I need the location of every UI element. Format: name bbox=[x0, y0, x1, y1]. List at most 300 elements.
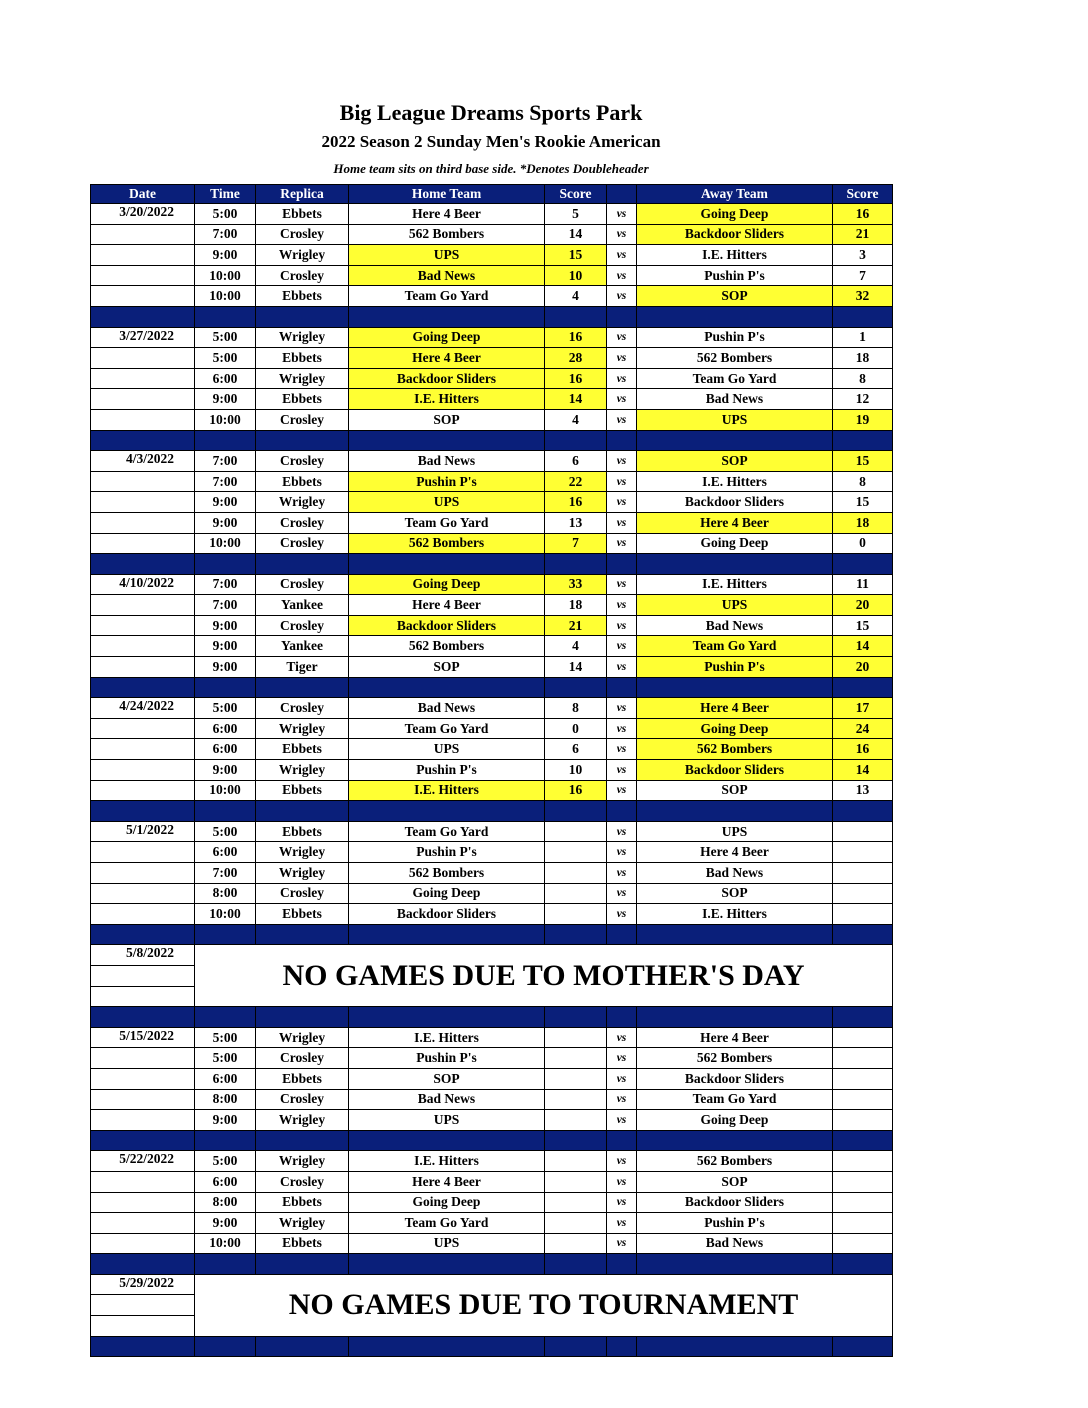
separator-cell bbox=[833, 554, 893, 575]
field-cell: Crosley bbox=[256, 512, 349, 533]
time-cell: 10:00 bbox=[195, 409, 256, 430]
away-score-cell bbox=[833, 863, 893, 884]
table-row bbox=[91, 204, 893, 225]
vs-cell: vs bbox=[607, 1089, 637, 1110]
separator-cell bbox=[256, 801, 349, 822]
home-team-cell: 562 Bombers bbox=[349, 636, 545, 657]
date-cell bbox=[91, 471, 195, 492]
away-team-cell: Pushin P's bbox=[637, 657, 833, 678]
table-row bbox=[91, 636, 893, 657]
away-score-cell: 11 bbox=[833, 574, 893, 595]
page-title: Big League Dreams Sports Park bbox=[339, 100, 643, 125]
separator-cell bbox=[349, 801, 545, 822]
field-cell: Crosley bbox=[256, 265, 349, 286]
away-score-cell bbox=[833, 1089, 893, 1110]
away-team-cell: SOP bbox=[637, 1171, 833, 1192]
time-cell: 9:00 bbox=[195, 657, 256, 678]
table-row bbox=[91, 512, 893, 533]
separator-cell bbox=[256, 1130, 349, 1151]
separator-cell bbox=[349, 1254, 545, 1275]
home-team-cell: I.E. Hitters bbox=[349, 780, 545, 801]
home-score-cell: 16 bbox=[545, 492, 607, 513]
away-score-cell bbox=[833, 821, 893, 842]
table-row bbox=[91, 739, 893, 760]
separator-cell bbox=[833, 801, 893, 822]
field-cell: Wrigley bbox=[256, 1213, 349, 1234]
home-score-cell: 14 bbox=[545, 657, 607, 678]
field-cell: Yankee bbox=[256, 595, 349, 616]
away-team-cell: Bad News bbox=[637, 1233, 833, 1254]
separator-cell bbox=[91, 677, 195, 698]
home-team-cell: 562 Bombers bbox=[349, 224, 545, 245]
vs-cell: vs bbox=[607, 760, 637, 781]
date-cell bbox=[91, 739, 195, 760]
date-cell bbox=[91, 657, 195, 678]
field-cell: Ebbets bbox=[256, 286, 349, 307]
week-separator-row bbox=[91, 430, 893, 451]
separator-cell bbox=[195, 924, 256, 945]
separator-cell bbox=[91, 554, 195, 575]
field-cell: Ebbets bbox=[256, 348, 349, 369]
separator-cell bbox=[195, 1254, 256, 1275]
vs-cell: vs bbox=[607, 1068, 637, 1089]
separator-cell bbox=[91, 1130, 195, 1151]
home-team-cell: Going Deep bbox=[349, 883, 545, 904]
time-cell: 7:00 bbox=[195, 451, 256, 472]
away-score-cell: 1 bbox=[833, 327, 893, 348]
separator-cell bbox=[637, 1254, 833, 1275]
vs-cell: vs bbox=[607, 657, 637, 678]
away-score-cell: 17 bbox=[833, 698, 893, 719]
separator-cell bbox=[545, 1007, 607, 1028]
table-row bbox=[91, 821, 893, 842]
away-team-cell: 562 Bombers bbox=[637, 1048, 833, 1069]
away-score-cell: 18 bbox=[833, 348, 893, 369]
home-score-cell: 14 bbox=[545, 224, 607, 245]
week-separator-row bbox=[91, 306, 893, 327]
separator-cell bbox=[195, 306, 256, 327]
vs-cell: vs bbox=[607, 368, 637, 389]
home-team-cell: Here 4 Beer bbox=[349, 1171, 545, 1192]
home-score-cell: 33 bbox=[545, 574, 607, 595]
table-row bbox=[91, 533, 893, 554]
table-row bbox=[91, 492, 893, 513]
time-cell: 8:00 bbox=[195, 1192, 256, 1213]
away-score-cell: 8 bbox=[833, 471, 893, 492]
home-team-cell: Here 4 Beer bbox=[349, 204, 545, 225]
date-cell bbox=[91, 595, 195, 616]
time-cell: 5:00 bbox=[195, 327, 256, 348]
separator-cell bbox=[833, 1130, 893, 1151]
away-team-cell: Going Deep bbox=[637, 533, 833, 554]
week-separator-row bbox=[91, 801, 893, 822]
home-score-cell bbox=[545, 904, 607, 925]
page-subtitle: 2022 Season 2 Sunday Men's Rookie American bbox=[321, 132, 661, 151]
home-score-cell: 16 bbox=[545, 780, 607, 801]
away-team-cell: Going Deep bbox=[637, 718, 833, 739]
date-cell: 5/1/2022 bbox=[91, 821, 195, 842]
away-team-cell: Pushin P's bbox=[637, 327, 833, 348]
separator-cell bbox=[607, 554, 637, 575]
home-score-cell bbox=[545, 821, 607, 842]
home-team-cell: SOP bbox=[349, 1068, 545, 1089]
vs-cell: vs bbox=[607, 883, 637, 904]
date-cell bbox=[91, 1068, 195, 1089]
separator-cell bbox=[349, 924, 545, 945]
home-score-cell: 4 bbox=[545, 636, 607, 657]
away-score-cell bbox=[833, 883, 893, 904]
separator-cell bbox=[256, 1336, 349, 1357]
week-separator-row bbox=[91, 1130, 893, 1151]
table-row bbox=[91, 451, 893, 472]
time-cell: 10:00 bbox=[195, 533, 256, 554]
banner-row bbox=[91, 1274, 893, 1295]
time-cell: 6:00 bbox=[195, 368, 256, 389]
table-row bbox=[91, 904, 893, 925]
field-cell: Crosley bbox=[256, 615, 349, 636]
away-team-cell: Team Go Yard bbox=[637, 1089, 833, 1110]
separator-cell bbox=[195, 1007, 256, 1028]
no-games-banner: NO GAMES DUE TO MOTHER'S DAY bbox=[195, 945, 893, 1007]
field-cell: Ebbets bbox=[256, 821, 349, 842]
field-cell: Crosley bbox=[256, 409, 349, 430]
away-score-cell bbox=[833, 1171, 893, 1192]
vs-cell: vs bbox=[607, 904, 637, 925]
table-row bbox=[91, 883, 893, 904]
vs-cell: vs bbox=[607, 1213, 637, 1234]
away-team-cell: I.E. Hitters bbox=[637, 245, 833, 266]
field-cell: Crosley bbox=[256, 698, 349, 719]
time-cell: 6:00 bbox=[195, 1068, 256, 1089]
away-team-cell: 562 Bombers bbox=[637, 739, 833, 760]
away-score-cell: 15 bbox=[833, 492, 893, 513]
field-cell: Wrigley bbox=[256, 1110, 349, 1131]
home-team-cell: Here 4 Beer bbox=[349, 595, 545, 616]
away-score-cell: 19 bbox=[833, 409, 893, 430]
separator-cell bbox=[545, 1254, 607, 1275]
field-cell: Ebbets bbox=[256, 471, 349, 492]
separator-cell bbox=[91, 924, 195, 945]
separator-cell bbox=[833, 924, 893, 945]
away-score-cell: 14 bbox=[833, 636, 893, 657]
away-team-cell: 562 Bombers bbox=[637, 348, 833, 369]
separator-cell bbox=[833, 1336, 893, 1357]
vs-cell: vs bbox=[607, 739, 637, 760]
time-cell: 6:00 bbox=[195, 739, 256, 760]
table-row bbox=[91, 760, 893, 781]
field-cell: Wrigley bbox=[256, 718, 349, 739]
time-cell: 6:00 bbox=[195, 842, 256, 863]
table-row bbox=[91, 245, 893, 266]
home-score-cell: 4 bbox=[545, 409, 607, 430]
home-team-cell: Team Go Yard bbox=[349, 512, 545, 533]
separator-cell bbox=[349, 1336, 545, 1357]
away-team-cell: SOP bbox=[637, 286, 833, 307]
away-score-cell: 7 bbox=[833, 265, 893, 286]
field-cell: Ebbets bbox=[256, 1068, 349, 1089]
vs-cell: vs bbox=[607, 636, 637, 657]
vs-cell: vs bbox=[607, 327, 637, 348]
home-team-cell: Team Go Yard bbox=[349, 718, 545, 739]
separator-cell bbox=[349, 1007, 545, 1028]
separator-cell bbox=[195, 554, 256, 575]
home-score-cell bbox=[545, 1233, 607, 1254]
home-team-cell: 562 Bombers bbox=[349, 863, 545, 884]
separator-cell bbox=[637, 430, 833, 451]
time-cell: 10:00 bbox=[195, 1233, 256, 1254]
away-team-cell: Backdoor Sliders bbox=[637, 1192, 833, 1213]
date-cell bbox=[91, 368, 195, 389]
date-cell: 5/29/2022 bbox=[91, 1274, 195, 1295]
date-cell: 5/15/2022 bbox=[91, 1027, 195, 1048]
home-score-cell bbox=[545, 883, 607, 904]
date-cell bbox=[91, 863, 195, 884]
table-row bbox=[91, 863, 893, 884]
separator-cell bbox=[545, 677, 607, 698]
vs-cell: vs bbox=[607, 451, 637, 472]
field-cell: Wrigley bbox=[256, 760, 349, 781]
time-cell: 5:00 bbox=[195, 698, 256, 719]
separator-cell bbox=[637, 924, 833, 945]
date-cell bbox=[91, 986, 195, 1007]
separator-cell bbox=[607, 677, 637, 698]
date-cell bbox=[91, 533, 195, 554]
date-cell bbox=[91, 1110, 195, 1131]
table-row bbox=[91, 1233, 893, 1254]
separator-cell bbox=[195, 430, 256, 451]
away-team-cell: I.E. Hitters bbox=[637, 904, 833, 925]
vs-cell: vs bbox=[607, 1048, 637, 1069]
vs-cell: vs bbox=[607, 245, 637, 266]
home-team-cell: Pushin P's bbox=[349, 471, 545, 492]
time-cell: 7:00 bbox=[195, 574, 256, 595]
vs-cell: vs bbox=[607, 821, 637, 842]
home-score-cell: 0 bbox=[545, 718, 607, 739]
table-row bbox=[91, 265, 893, 286]
home-score-cell: 21 bbox=[545, 615, 607, 636]
separator-cell bbox=[637, 1007, 833, 1028]
home-team-cell: Team Go Yard bbox=[349, 1213, 545, 1234]
home-score-cell bbox=[545, 1048, 607, 1069]
vs-cell: vs bbox=[607, 224, 637, 245]
away-score-cell bbox=[833, 1068, 893, 1089]
separator-cell bbox=[349, 1130, 545, 1151]
field-cell: Wrigley bbox=[256, 863, 349, 884]
separator-cell bbox=[349, 677, 545, 698]
no-games-banner: NO GAMES DUE TO TOURNAMENT bbox=[195, 1274, 893, 1336]
date-cell bbox=[91, 718, 195, 739]
away-score-cell: 24 bbox=[833, 718, 893, 739]
away-score-cell: 12 bbox=[833, 389, 893, 410]
field-cell: Crosley bbox=[256, 224, 349, 245]
table-row bbox=[91, 842, 893, 863]
away-team-cell: Pushin P's bbox=[637, 265, 833, 286]
separator-cell bbox=[91, 1336, 195, 1357]
time-cell: 8:00 bbox=[195, 1089, 256, 1110]
time-cell: 9:00 bbox=[195, 615, 256, 636]
away-score-cell: 14 bbox=[833, 760, 893, 781]
away-score-cell: 15 bbox=[833, 451, 893, 472]
field-cell: Crosley bbox=[256, 533, 349, 554]
away-team-cell: Bad News bbox=[637, 863, 833, 884]
field-cell: Wrigley bbox=[256, 1027, 349, 1048]
separator-cell bbox=[607, 801, 637, 822]
time-cell: 5:00 bbox=[195, 1048, 256, 1069]
away-team-cell: 562 Bombers bbox=[637, 1151, 833, 1172]
away-score-cell bbox=[833, 1110, 893, 1131]
field-cell: Crosley bbox=[256, 1089, 349, 1110]
home-score-cell bbox=[545, 842, 607, 863]
away-team-cell: Going Deep bbox=[637, 1110, 833, 1131]
date-cell bbox=[91, 780, 195, 801]
home-score-cell bbox=[545, 1192, 607, 1213]
away-team-cell: I.E. Hitters bbox=[637, 471, 833, 492]
time-cell: 5:00 bbox=[195, 821, 256, 842]
vs-cell: vs bbox=[607, 1192, 637, 1213]
time-cell: 9:00 bbox=[195, 1110, 256, 1131]
week-separator-row bbox=[91, 1254, 893, 1275]
separator-cell bbox=[637, 801, 833, 822]
vs-cell: vs bbox=[607, 204, 637, 225]
field-cell: Ebbets bbox=[256, 389, 349, 410]
separator-cell bbox=[833, 677, 893, 698]
date-cell bbox=[91, 1295, 195, 1316]
separator-cell bbox=[91, 1007, 195, 1028]
separator-cell bbox=[256, 677, 349, 698]
date-cell bbox=[91, 1213, 195, 1234]
vs-cell: vs bbox=[607, 492, 637, 513]
separator-cell bbox=[833, 306, 893, 327]
away-team-cell: Backdoor Sliders bbox=[637, 224, 833, 245]
separator-cell bbox=[637, 1336, 833, 1357]
time-cell: 9:00 bbox=[195, 636, 256, 657]
home-score-cell: 8 bbox=[545, 698, 607, 719]
time-cell: 10:00 bbox=[195, 265, 256, 286]
separator-cell bbox=[91, 306, 195, 327]
table-row bbox=[91, 595, 893, 616]
home-score-cell: 13 bbox=[545, 512, 607, 533]
field-cell: Ebbets bbox=[256, 1192, 349, 1213]
date-cell bbox=[91, 1171, 195, 1192]
table-row bbox=[91, 409, 893, 430]
time-cell: 9:00 bbox=[195, 492, 256, 513]
date-cell bbox=[91, 1316, 195, 1337]
col-time-header: Time bbox=[195, 185, 256, 204]
field-cell: Wrigley bbox=[256, 245, 349, 266]
away-team-cell: SOP bbox=[637, 883, 833, 904]
table-row bbox=[91, 389, 893, 410]
schedule-body bbox=[91, 204, 893, 1357]
away-team-cell: SOP bbox=[637, 780, 833, 801]
away-score-cell bbox=[833, 1048, 893, 1069]
time-cell: 7:00 bbox=[195, 595, 256, 616]
home-score-cell: 16 bbox=[545, 368, 607, 389]
table-header-row bbox=[91, 185, 893, 204]
table-row bbox=[91, 698, 893, 719]
home-team-cell: Going Deep bbox=[349, 1192, 545, 1213]
field-cell: Wrigley bbox=[256, 368, 349, 389]
away-score-cell: 0 bbox=[833, 533, 893, 554]
home-team-cell: I.E. Hitters bbox=[349, 389, 545, 410]
field-cell: Crosley bbox=[256, 451, 349, 472]
home-score-cell: 18 bbox=[545, 595, 607, 616]
away-team-cell: Here 4 Beer bbox=[637, 698, 833, 719]
home-score-cell bbox=[545, 1089, 607, 1110]
separator-cell bbox=[195, 1130, 256, 1151]
vs-cell: vs bbox=[607, 1027, 637, 1048]
away-score-cell: 3 bbox=[833, 245, 893, 266]
date-cell bbox=[91, 965, 195, 986]
table-row bbox=[91, 286, 893, 307]
separator-cell bbox=[91, 801, 195, 822]
time-cell: 7:00 bbox=[195, 224, 256, 245]
date-cell bbox=[91, 348, 195, 369]
week-separator-row bbox=[91, 1007, 893, 1028]
date-cell bbox=[91, 286, 195, 307]
separator-cell bbox=[349, 306, 545, 327]
home-team-cell: SOP bbox=[349, 409, 545, 430]
separator-cell bbox=[637, 306, 833, 327]
time-cell: 6:00 bbox=[195, 1171, 256, 1192]
vs-cell: vs bbox=[607, 698, 637, 719]
home-score-cell: 7 bbox=[545, 533, 607, 554]
away-score-cell: 20 bbox=[833, 657, 893, 678]
home-score-cell: 16 bbox=[545, 327, 607, 348]
col-replica-header: Replica bbox=[256, 185, 349, 204]
away-score-cell: 16 bbox=[833, 204, 893, 225]
separator-cell bbox=[607, 1007, 637, 1028]
date-cell bbox=[91, 224, 195, 245]
vs-cell: vs bbox=[607, 863, 637, 884]
home-team-cell: Here 4 Beer bbox=[349, 348, 545, 369]
date-cell bbox=[91, 1048, 195, 1069]
week-separator-row bbox=[91, 924, 893, 945]
time-cell: 7:00 bbox=[195, 471, 256, 492]
separator-cell bbox=[607, 430, 637, 451]
table-row bbox=[91, 1110, 893, 1131]
home-score-cell bbox=[545, 1027, 607, 1048]
vs-cell: vs bbox=[607, 389, 637, 410]
away-team-cell: Here 4 Beer bbox=[637, 842, 833, 863]
vs-cell: vs bbox=[607, 1110, 637, 1131]
date-cell bbox=[91, 636, 195, 657]
away-score-cell bbox=[833, 904, 893, 925]
home-score-cell bbox=[545, 1171, 607, 1192]
home-team-cell: UPS bbox=[349, 1233, 545, 1254]
field-cell: Crosley bbox=[256, 574, 349, 595]
vs-cell: vs bbox=[607, 409, 637, 430]
week-separator-row bbox=[91, 677, 893, 698]
home-score-cell bbox=[545, 1213, 607, 1234]
home-team-cell: Backdoor Sliders bbox=[349, 615, 545, 636]
away-team-cell: UPS bbox=[637, 595, 833, 616]
away-score-cell bbox=[833, 842, 893, 863]
home-score-cell bbox=[545, 1151, 607, 1172]
table-row bbox=[91, 1089, 893, 1110]
away-score-cell bbox=[833, 1233, 893, 1254]
home-team-cell: Team Go Yard bbox=[349, 821, 545, 842]
away-team-cell: Here 4 Beer bbox=[637, 1027, 833, 1048]
table-row bbox=[91, 780, 893, 801]
home-score-cell: 10 bbox=[545, 265, 607, 286]
col-vs-header bbox=[607, 185, 637, 204]
home-team-cell: UPS bbox=[349, 245, 545, 266]
home-team-cell: Going Deep bbox=[349, 574, 545, 595]
separator-cell bbox=[91, 1254, 195, 1275]
table-row bbox=[91, 1171, 893, 1192]
separator-cell bbox=[256, 1254, 349, 1275]
separator-cell bbox=[637, 1130, 833, 1151]
